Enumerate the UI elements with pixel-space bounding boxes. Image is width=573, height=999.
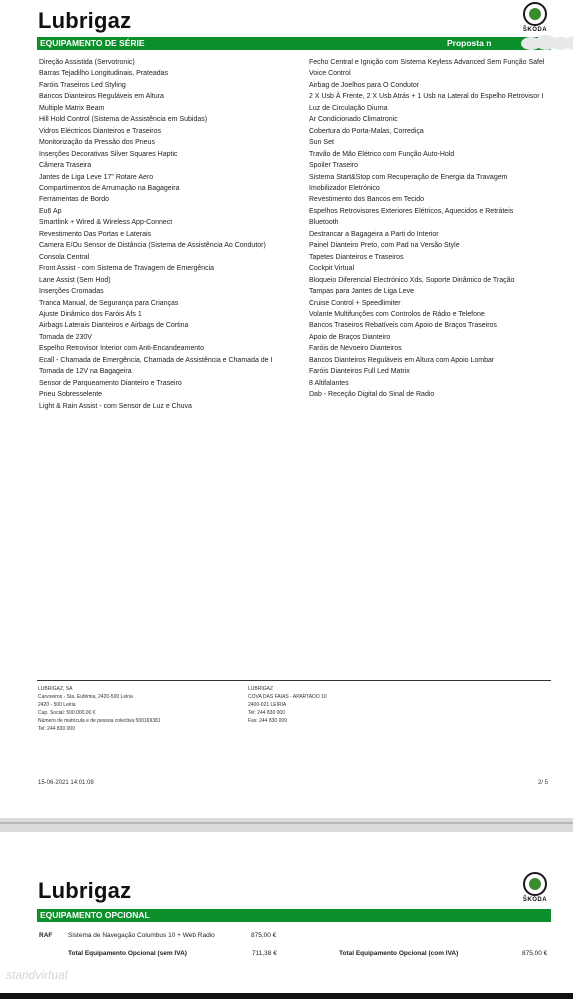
section-title: EQUIPAMENTO DE SÉRIE [40, 38, 145, 48]
footer-line: 2400-021 LEIRIA [248, 702, 287, 708]
standard-equipment-right-column [309, 57, 549, 401]
page-number: 2/ 5 [538, 780, 549, 786]
equipment-item: Bancos Dianteiros Reguláveis em Altura [39, 93, 164, 101]
section-header-serie [37, 37, 551, 50]
equipment-item: Hill Hold Control (Sistema de Assistência em Subidas) [39, 116, 208, 124]
option-code: RAF [39, 932, 53, 939]
total-vat-label: Total Equipamento Opcional (com IVA) [339, 950, 459, 957]
footer-line: Carvoeiros - Sta. Eufémia, 2420-500 Leiria [38, 694, 133, 700]
total-no-vat-value: 711,38 € [252, 950, 277, 957]
equipment-item: Bloqueio Diferencial Electrónico Xds, Suporte Dinâmico de Tração [309, 276, 515, 284]
equipment-item: Espelhos Retrovisores Exteriores Elétricos, Aquecidos e Retráteis [309, 207, 514, 215]
equipment-item: Apoio de Braços Dianteiro [309, 333, 391, 341]
watermark-logo: standvirtual [6, 968, 68, 982]
option-price: 875,00 € [251, 932, 277, 939]
skoda-logo-word: ŠKODA [522, 27, 548, 33]
equipment-item: Ecall - Chamada de Emergência, Chamada de Assistência e Chamada de I [39, 356, 273, 364]
footer-branch-info [248, 685, 327, 725]
equipment-item: Imobilizador Eletrónico [309, 184, 380, 192]
equipment-item: Cobertura do Porta-Malas, Corrediça [309, 127, 424, 135]
equipment-item: Camera E/Ou Sensor de Distância (Sistema de Assistência Ao Condutor) [39, 242, 266, 250]
option-name: Sistema de Navegação Columbus 10 + Web Radio [68, 932, 215, 939]
equipment-item: Compartimentos de Arrumação na Bagageira [39, 184, 180, 192]
total-no-vat-label: Total Equipamento Opcional (sem IVA) [68, 950, 187, 957]
equipment-item: Pneu Sobresselente [39, 391, 103, 399]
proposta-label: Proposta n [447, 38, 492, 48]
equipment-item: Sensor de Parqueamento Dianteiro e Traseiro [39, 379, 182, 387]
equipment-item: Luz de Circulação Diurna [309, 104, 388, 112]
page-separator [0, 818, 573, 832]
skoda-logo-word-page2: ŠKODA [522, 897, 548, 903]
equipment-item: Tranca Manual, de Segurança para Crianças [39, 299, 179, 307]
equipment-item: Ferramentas de Bordo [39, 196, 110, 204]
equipment-item: Vidros Eléctricos Dianteiros e Traseiros [39, 127, 162, 135]
equipment-item: Airbags Laterais Dianteiros e Airbags de Cortina [39, 322, 189, 330]
equipment-item: Tapetes Dianteiros e Traseiros [309, 253, 404, 261]
equipment-item: Travão de Mão Elétrico com Função Auto-Hold [309, 150, 455, 158]
equipment-item: Sun Set [309, 139, 334, 147]
section-header-opcional [37, 909, 551, 922]
bottom-edge [0, 993, 573, 999]
equipment-item: Cockpit Virtual [309, 265, 355, 273]
equipment-item: Bluetooth [309, 219, 339, 227]
equipment-item: Spoiler Traseiro [309, 162, 359, 170]
equipment-item: Faróis Dianteiros Full Led Matrix [309, 368, 410, 376]
equipment-item: Tomada de 12V na Bagageira [39, 368, 132, 376]
equipment-item: Câmera Traseira [39, 162, 92, 170]
equipment-item: Cruise Control + Speedlimiter [309, 299, 401, 307]
footer-line: COVA DAS FAIAS - APARTADO 10 [248, 694, 327, 700]
equipment-item: 8 Altifalantes [309, 379, 349, 387]
redacted-blur [515, 34, 573, 52]
equipment-item: Bancos Traseiros Rebatíveis com Apoio de Braços Traseiros [309, 322, 497, 330]
equipment-item: Consola Central [39, 253, 90, 261]
skoda-logo-icon-page2 [521, 872, 549, 903]
equipment-item: Revestimento Das Portas e Laterais [39, 230, 152, 238]
skoda-logo-icon [521, 2, 549, 33]
footer-line: Cap. Social: 500.000,00 € [38, 710, 96, 716]
brand-logo-text: Lubrigaz [38, 8, 132, 33]
equipment-item: Voice Control [309, 70, 351, 78]
equipment-item: Sistema Start&Stop com Recuperação de Energia da Travagem [309, 173, 508, 181]
equipment-item: Inserções Cromadas [39, 288, 104, 296]
equipment-item: Fecho Central e Ignição com Sistema Keyless Advanced Sem Função Safel [309, 59, 545, 66]
document-page-2 [0, 832, 573, 999]
equipment-item: Eu6 Ap [39, 207, 62, 215]
equipment-item: Jantes de Liga Leve 17" Rotare Aero [39, 173, 154, 181]
footer-company-info [38, 685, 161, 733]
footer-line: LUBRIGAZ, SA [38, 686, 73, 692]
equipment-item: Bancos Dianteiros Reguláveis em Altura com Apoio Lombar [309, 356, 495, 364]
equipment-item: Revestimento dos Bancos em Tecido [309, 196, 425, 204]
equipment-item: Ar Condicionado Climatronic [309, 116, 398, 124]
equipment-item: Multiple Matrix Beam [39, 104, 105, 112]
footer-line: Tel: 244 830 000 [38, 726, 75, 732]
equipment-item: Tampas para Jantes de Liga Leve [309, 288, 415, 296]
equipment-item: Volante Multifunções com Controlos de Rádio e Telefone [309, 310, 485, 318]
footer-line: LUBRIGAZ [248, 686, 274, 692]
equipment-item: Ajuste Dinâmico dos Faróis Afs 1 [39, 310, 142, 318]
equipment-item: Monitorização da Pressão dos Pneus [39, 139, 155, 147]
equipment-item: Direção Assistida (Servotronic) [39, 59, 135, 66]
footer-line: Tel: 244 830 000 [248, 710, 285, 716]
footer-line: 2420 - 500 Leiria [38, 702, 76, 708]
equipment-item: Light & Rain Assist - com Sensor de Luz e Chuva [39, 402, 192, 410]
brand-logo-text-page2: Lubrigaz [38, 878, 132, 903]
page-separator-line [0, 822, 573, 824]
equipment-item: Painel Dianteiro Preto, com Pad na Versão Style [309, 242, 460, 250]
equipment-item: 2 X Usb À Frente, 2 X Usb Atrás + 1 Usb na Lateral do Espelho Retrovisor I [309, 93, 544, 101]
equipment-item: Inserções Decorativas Silver Squares Haptic [39, 150, 178, 158]
footer-divider [37, 680, 551, 681]
total-vat-value: 875,00 € [522, 950, 548, 957]
equipment-item: Dab - Receção Digital do Sinal de Radio [309, 391, 435, 399]
equipment-item: Espelho Retrovisor Interior com Anti-Encandeamento [39, 345, 204, 353]
equipment-item: Smartlink + Wired & Wireless App-Connect [39, 219, 173, 227]
equipment-item: Barras Tejadilho Longitudinais, Prateadas [39, 70, 169, 78]
footer-line: Fax: 244 830 009 [248, 718, 287, 724]
print-datetime: 15-06-2021 14:01:08 [38, 780, 94, 786]
section-title-opcional: EQUIPAMENTO OPCIONAL [40, 910, 150, 920]
equipment-item: Faróis de Nevoeiro Dianteiros [309, 345, 402, 353]
standard-equipment-left-column [39, 57, 301, 412]
footer-line: Número de matrícula e de pessoa colectiva 500169381 [38, 718, 161, 724]
equipment-item: Airbag de Joelhos para O Condutor [309, 81, 420, 89]
equipment-item: Destrancar a Bagageira a Parti do Interior [309, 230, 439, 238]
equipment-item: Front Assist - com Sistema de Travagem de Emergência [39, 265, 215, 273]
equipment-item: Tomada de 230V [39, 333, 92, 341]
equipment-item: Faróis Traseiros Led Styling [39, 81, 126, 89]
equipment-item: Lane Assist (Sem Hod) [39, 276, 111, 284]
